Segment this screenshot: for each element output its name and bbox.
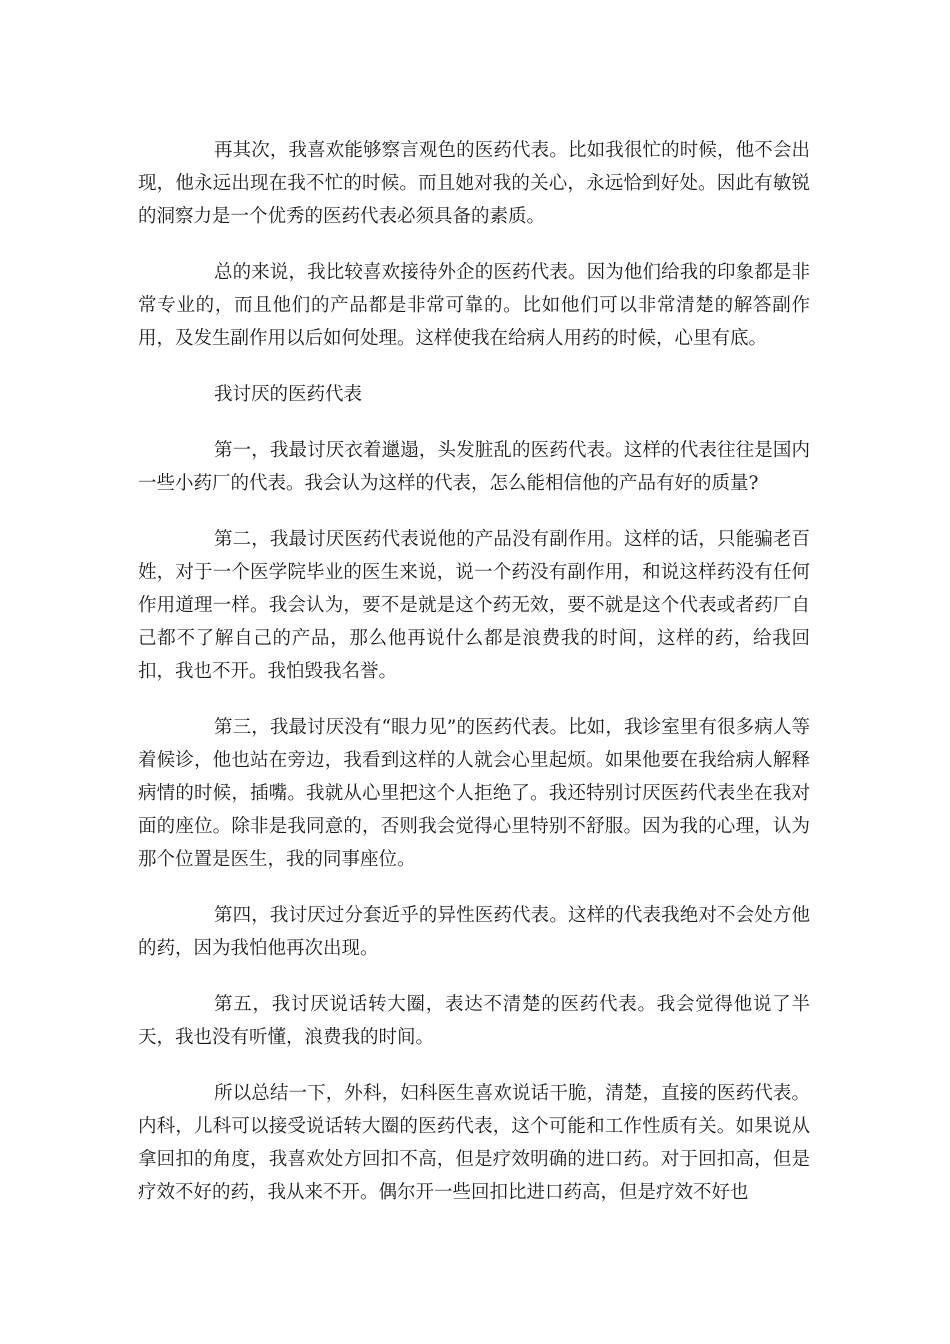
paragraph-observant-rep: 再其次，我喜欢能够察言观色的医药代表。比如我很忙的时候，他不会出现，他永远出现在我不忙的时候。而且她对我的关心，永远恰到好处。因此有敏锐的洞察力是一个优秀的医药代表必须具备的素质。 bbox=[138, 140, 810, 227]
paragraph-first-dislike: 第一，我最讨厌衣着邋遢，头发脏乱的医药代表。这样的代表往往是国内一些小药厂的代表。我会认为这样的代表，怎么能相信他的产品有好的质量? bbox=[138, 440, 810, 494]
paragraph-third-dislike: 第三，我最讨厌没有“眼力见”的医药代表。比如，我诊室里有很多病人等着候诊，他也站在旁边，我看到这样的人就会心里起烦。如果他要在我给病人解释病情的时候，插嘴。我就从心里把这个人拒绝了。我还特别讨厌医药代表坐在我对面的座位。除非是我同意的，否则我会觉得心里特别不舒服。因为我的心理，认为那个位置是医生，我的同事座位。 bbox=[138, 717, 810, 870]
paragraph-fourth-dislike: 第四，我讨厌过分套近乎的异性医药代表。这样的代表我绝对不会处方他的药，因为我怕他再次出现。 bbox=[138, 905, 810, 959]
paragraph-conclusion: 所以总结一下，外科，妇科医生喜欢说话干脆，清楚，直接的医药代表。内科，儿科可以接受说话转大圈的医药代表，这个可能和工作性质有关。如果说从拿回扣的角度，我喜欢处方回扣不高，但是疗效明确的进口药。对于回扣高，但是疗效不好的药，我从来不开。偶尔开一些回扣比进口药高，但是疗效不好也 bbox=[138, 1083, 810, 1203]
paragraph-fifth-dislike: 第五，我讨厌说话转大圈，表达不清楚的医药代表。我会觉得他说了半天，我也没有听懂，浪费我的时间。 bbox=[138, 994, 810, 1048]
document-page bbox=[138, 134, 810, 1209]
paragraph-summary-foreign-reps: 总的来说，我比较喜欢接待外企的医药代表。因为他们给我的印象都是非常专业的，而且他们的产品都是非常可靠的。比如他们可以非常清楚的解答副作用，及发生副作用以后如何处理。这样使我在给病人用药的时候，心里有底。 bbox=[138, 262, 810, 349]
paragraph-second-dislike: 第二，我最讨厌医药代表说他的产品没有副作用。这样的话，只能骗老百姓，对于一个医学院毕业的医生来说，说一个药没有副作用，和说这样药没有任何作用道理一样。我会认为，要不是就是这个药无效，要不就是这个代表或者药厂自己都不了解自己的产品，那么他再说什么都是浪费我的时间，这样的药，给我回扣，我也不开。我怕毁我名誉。 bbox=[138, 529, 810, 682]
section-heading-disliked-reps: 我讨厌的医药代表 bbox=[214, 384, 363, 405]
